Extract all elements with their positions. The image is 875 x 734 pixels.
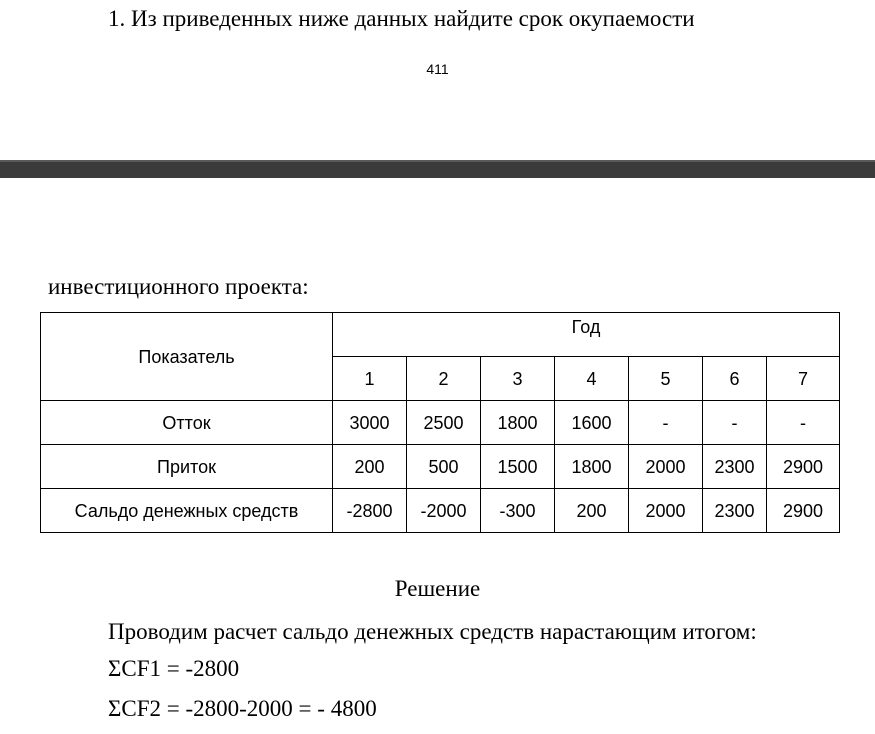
row-label: Приток xyxy=(41,445,333,489)
year-cell: 1 xyxy=(333,357,407,401)
value-cell: 2000 xyxy=(629,445,703,489)
value-cell: 3000 xyxy=(333,401,407,445)
value-cell: 1500 xyxy=(481,445,555,489)
year-cell: 7 xyxy=(767,357,840,401)
value-cell: - xyxy=(767,401,840,445)
calculation-line: ΣCF1 = -2800 xyxy=(108,656,240,681)
value-cell: 200 xyxy=(555,489,629,533)
value-cell: 1800 xyxy=(481,401,555,445)
year-header: Год xyxy=(333,313,840,357)
value-cell: - xyxy=(629,401,703,445)
calculation-line: ΣCF2 = -2800-2000 = - 4800 xyxy=(108,696,377,721)
value-cell: 200 xyxy=(333,445,407,489)
value-cell: 2900 xyxy=(767,489,840,533)
value-cell: 2300 xyxy=(703,445,767,489)
year-cell: 4 xyxy=(555,357,629,401)
heading-continuation: инвестиционного проекта: xyxy=(48,274,309,299)
table-row-outflow xyxy=(41,401,840,445)
year-cell: 6 xyxy=(703,357,767,401)
page-break-bar xyxy=(0,160,875,178)
value-cell: 2500 xyxy=(407,401,481,445)
table-row-balance xyxy=(41,489,840,533)
value-cell: 2900 xyxy=(767,445,840,489)
solution-title: Решение xyxy=(394,576,481,601)
value-cell: -2800 xyxy=(333,489,407,533)
year-cell: 5 xyxy=(629,357,703,401)
row-label: Отток xyxy=(41,401,333,445)
year-cell: 2 xyxy=(407,357,481,401)
value-cell: 2000 xyxy=(629,489,703,533)
table-header-row xyxy=(41,313,840,357)
value-cell: 500 xyxy=(407,445,481,489)
table-row-inflow xyxy=(41,445,840,489)
value-cell: -300 xyxy=(481,489,555,533)
value-cell: 1800 xyxy=(555,445,629,489)
value-cell: 1600 xyxy=(555,401,629,445)
page-number: 411 xyxy=(426,61,449,77)
indicator-header: Показатель xyxy=(41,313,333,401)
cash-flow-table xyxy=(40,312,840,533)
page-break-edge xyxy=(0,160,875,162)
value-cell: 2300 xyxy=(703,489,767,533)
solution-intro: Проводим расчет сальдо денежных средств нарастающим итогом: xyxy=(108,619,757,644)
problem-heading: 1. Из приведенных ниже данных найдите срок окупаемости xyxy=(108,6,695,31)
year-cell: 3 xyxy=(481,357,555,401)
value-cell: -2000 xyxy=(407,489,481,533)
row-label: Сальдо денежных средств xyxy=(41,489,333,533)
value-cell: - xyxy=(703,401,767,445)
